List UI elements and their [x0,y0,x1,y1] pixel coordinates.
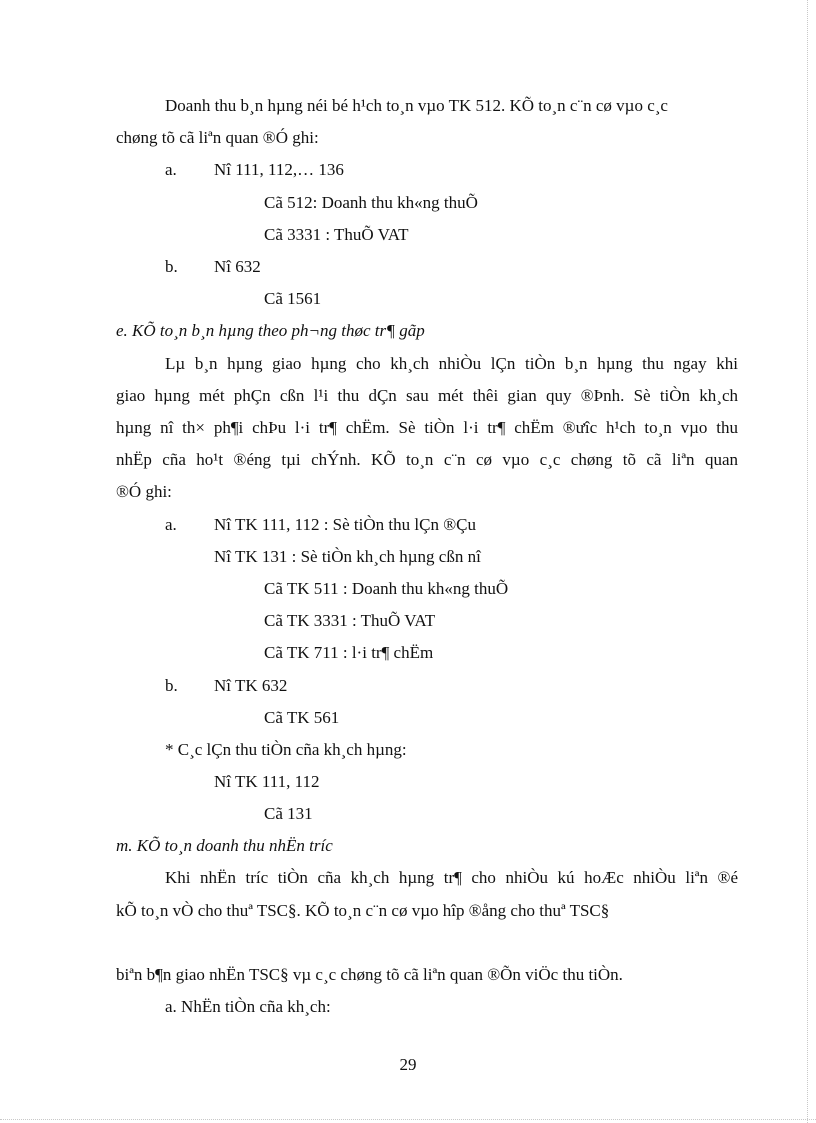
text-line: Khi nhËn tríc tiÒn cña kh¸ch hµng tr¶ cho nhiÒu kú hoÆc nhiÒu liªn ®é [165,868,738,887]
section-heading: e. KÕ to¸n b¸n hµng theo ph¬ng thøc tr¶ gãp [116,321,425,340]
text-line: Nî 632 [214,257,261,276]
page-number: 29 [399,1055,417,1074]
text-line: Cã 512: Doanh thu kh«ng thuÕ [264,193,478,212]
list-marker: a. [165,515,177,534]
text-line: Cã TK 711 : l·i tr¶ chËm [264,643,434,662]
page-bottom-divider [0,1119,816,1120]
text-line: chøng tõ cã liªn quan ®Ó ghi: [116,128,319,147]
text-line: Cã 3331 : ThuÕ VAT [264,225,409,244]
text-line: * C¸c lÇn thu tiÒn cña kh¸ch hµng: [165,740,407,759]
text-line: nhËp cña ho¹t ®éng tµi chÝnh. KÕ to¸n c¨n cø vµo c¸c chøng tõ cã liªn quan [116,450,738,469]
text-line: Nî TK 111, 112 : Sè tiÒn thu lÇn ®Çu [214,515,476,534]
text-line: Nî TK 131 : Sè tiÒn kh¸ch hµng cßn nî [214,547,481,566]
text-line: ®Ó ghi: [116,482,172,501]
list-marker: b. [165,257,178,276]
list-marker: b. [165,676,178,695]
text-line: Cã TK 561 [264,708,340,727]
text-line: Nî TK 111, 112 [214,772,320,791]
text-line: hµng nî th× ph¶i chÞu l·i tr¶ chËm. Sè tiÒn l·i tr¶ chËm ®ưîc h¹ch to¸n vµo thu [116,418,738,437]
text-line: Cã TK 511 : Doanh thu kh«ng thuÕ [264,579,509,598]
text-line: Nî 111, 112,… 136 [214,160,344,179]
text-line: kÕ to¸n vÒ cho thuª TSC§. KÕ to¸n c¨n cø vµo hîp ®ång cho thuª TSC§ [116,901,610,920]
text-line: a. NhËn tiÒn cña kh¸ch: [165,997,331,1016]
page-edge-divider [807,0,808,1123]
section-heading: m. KÕ to¸n doanh thu nhËn tríc [116,836,333,855]
text-line: biªn b¶n giao nhËn TSC§ vµ c¸c chøng tõ cã liªn quan ®Õn viÖc thu tiÒn. [116,965,623,984]
text-line: giao hµng mét phÇn cßn l¹i thu dÇn sau mét thêi gian quy ®Þnh. Sè tiÒn kh¸ch [116,386,738,405]
text-line: Cã 131 [264,804,313,823]
text-line: Cã 1561 [264,289,322,308]
list-marker: a. [165,160,177,179]
text-line: Doanh thu b¸n hµng néi bé h¹ch to¸n vµo TK 512. KÕ to¸n c¨n cø vµo c¸c [165,96,668,115]
text-line: Nî TK 632 [214,676,288,695]
text-line: Cã TK 3331 : ThuÕ VAT [264,611,436,630]
text-line: Lµ b¸n hµng giao hµng cho kh¸ch nhiÒu lÇn tiÒn b¸n hµng thu ngay khi [165,354,738,373]
